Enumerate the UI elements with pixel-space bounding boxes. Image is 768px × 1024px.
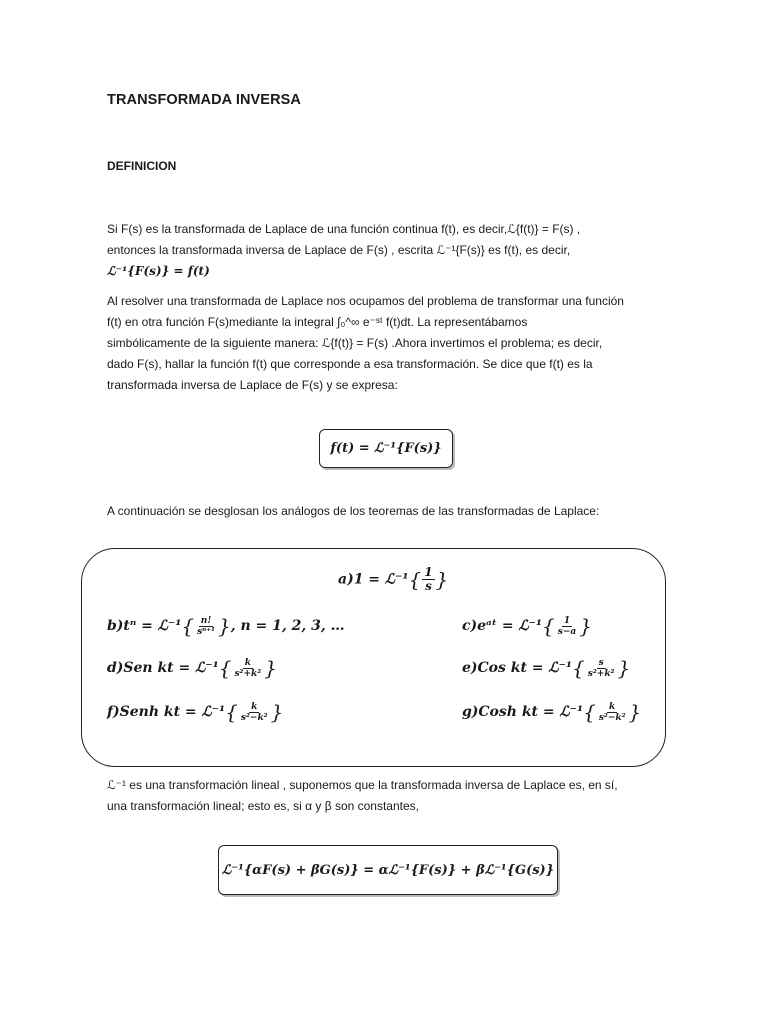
brace-close: } — [264, 656, 277, 680]
theorem-b-tail: , n = 1, 2, 3, … — [230, 618, 345, 634]
fraction-denominator: s²+k² — [587, 668, 615, 679]
definition-line-3: ℒ⁻¹{F(s)} = f(t) — [107, 264, 210, 278]
fraction-denominator: s²+k² — [234, 668, 262, 679]
explanation-paragraph — [107, 291, 667, 396]
fraction-numerator: k — [244, 657, 251, 668]
theorem-d-fraction — [232, 658, 263, 679]
brace-open: { — [408, 567, 422, 592]
fraction-denominator: s²−k² — [240, 712, 268, 723]
theorem-e — [462, 656, 630, 680]
fraction-numerator: n! — [200, 615, 212, 626]
definition-line-2: entonces la transformada inversa de Laplace de F(s) , escrita ℒ⁻¹{F(s)} es f(t), es decir, — [107, 243, 571, 257]
brace-open: { — [218, 656, 232, 680]
explanation-line-5: transformada inversa de Laplace de F(s) y se expresa: — [107, 378, 398, 392]
linearity-formula-box: ℒ⁻¹{αF(s) + βG(s)} = αℒ⁻¹{F(s)} + βℒ⁻¹{G(s)} — [218, 845, 558, 895]
theorem-b-fraction — [195, 616, 217, 637]
theorem-e-fraction — [586, 658, 617, 679]
fraction-denominator: s²−k² — [598, 712, 626, 723]
theorem-f — [107, 700, 283, 724]
brace-open: { — [583, 700, 596, 724]
theorem-b-lhs: b)tⁿ = ℒ⁻¹ — [107, 618, 182, 634]
explanation-line-4: dado F(s), hallar la función f(t) que corresponde a esa transformación. Se dice que f(t) es la — [107, 357, 593, 371]
theorem-a-lhs: a)1 = ℒ⁻¹ — [338, 571, 409, 588]
brace-close: } — [435, 567, 449, 592]
brace-open: { — [225, 700, 238, 724]
theorem-e-lhs: e)Cos kt = ℒ⁻¹ — [462, 660, 573, 676]
theorem-a — [338, 566, 448, 593]
fraction-denominator: s−a — [557, 626, 577, 637]
fraction-numerator: 1 — [563, 615, 571, 626]
fraction-numerator: k — [609, 701, 616, 712]
linearity-line-1: ℒ⁻¹ es una transformación lineal , suponemos que la transformada inversa de Laplace es, en sí, — [107, 778, 618, 792]
brace-close: } — [270, 700, 284, 724]
fraction-numerator: 1 — [424, 565, 433, 579]
fraction-denominator: sⁿ⁺¹ — [197, 626, 215, 637]
linearity-paragraph — [107, 775, 667, 817]
theorem-f-fraction — [239, 702, 270, 723]
explanation-line-1: Al resolver una transformada de Laplace nos ocupamos del problema de transformar una función — [107, 294, 624, 308]
brace-close: } — [579, 614, 592, 638]
theorem-g — [462, 700, 641, 724]
theorem-f-lhs: f)Senh kt = ℒ⁻¹ — [107, 704, 226, 720]
explanation-line-3: simbólicamente de la siguiente manera: ℒ{f(t)} = F(s) .Ahora invertimos el problema; es decir, — [107, 336, 603, 350]
theorem-b — [107, 614, 345, 638]
brace-open: { — [572, 656, 585, 680]
explanation-line-2: f(t) en otra función F(s)mediante la integral ∫₀^∞ e⁻ˢᵗ f(t)dt. La representábamos — [107, 315, 528, 329]
theorem-a-fraction — [422, 566, 434, 593]
brace-open: { — [542, 614, 555, 638]
brace-close: } — [628, 700, 642, 724]
fraction-numerator: s — [598, 657, 604, 668]
page-title: TRANSFORMADA INVERSA — [107, 92, 301, 108]
section-heading: DEFINICION — [107, 159, 177, 173]
linearity-line-2: una transformación lineal; esto es, si α y β son constantes, — [107, 799, 419, 813]
definition-paragraph — [107, 219, 667, 282]
theorem-c-fraction — [556, 616, 578, 637]
theorems-intro: A continuación se desglosan los análogos de los teoremas de las transformadas de Laplace: — [107, 504, 600, 518]
theorem-c-lhs: c)eᵃᵗ = ℒ⁻¹ — [462, 618, 543, 634]
brace-close: } — [617, 656, 631, 680]
inverse-definition-box: f(t) = ℒ⁻¹{F(s)} — [319, 429, 453, 468]
theorem-g-lhs: g)Cosh kt = ℒ⁻¹ — [462, 704, 584, 720]
brace-open: { — [181, 614, 195, 638]
theorem-g-fraction — [597, 702, 628, 723]
brace-close: } — [218, 614, 231, 638]
theorem-c — [462, 614, 592, 638]
theorem-d — [107, 656, 277, 680]
theorem-d-lhs: d)Sen kt = ℒ⁻¹ — [107, 660, 219, 676]
definition-line-1: Si F(s) es la transformada de Laplace de una función continua f(t), es decir,ℒ{f(t)} = F(s) , — [107, 222, 581, 236]
fraction-denominator: s — [425, 579, 432, 593]
fraction-numerator: k — [251, 701, 258, 712]
